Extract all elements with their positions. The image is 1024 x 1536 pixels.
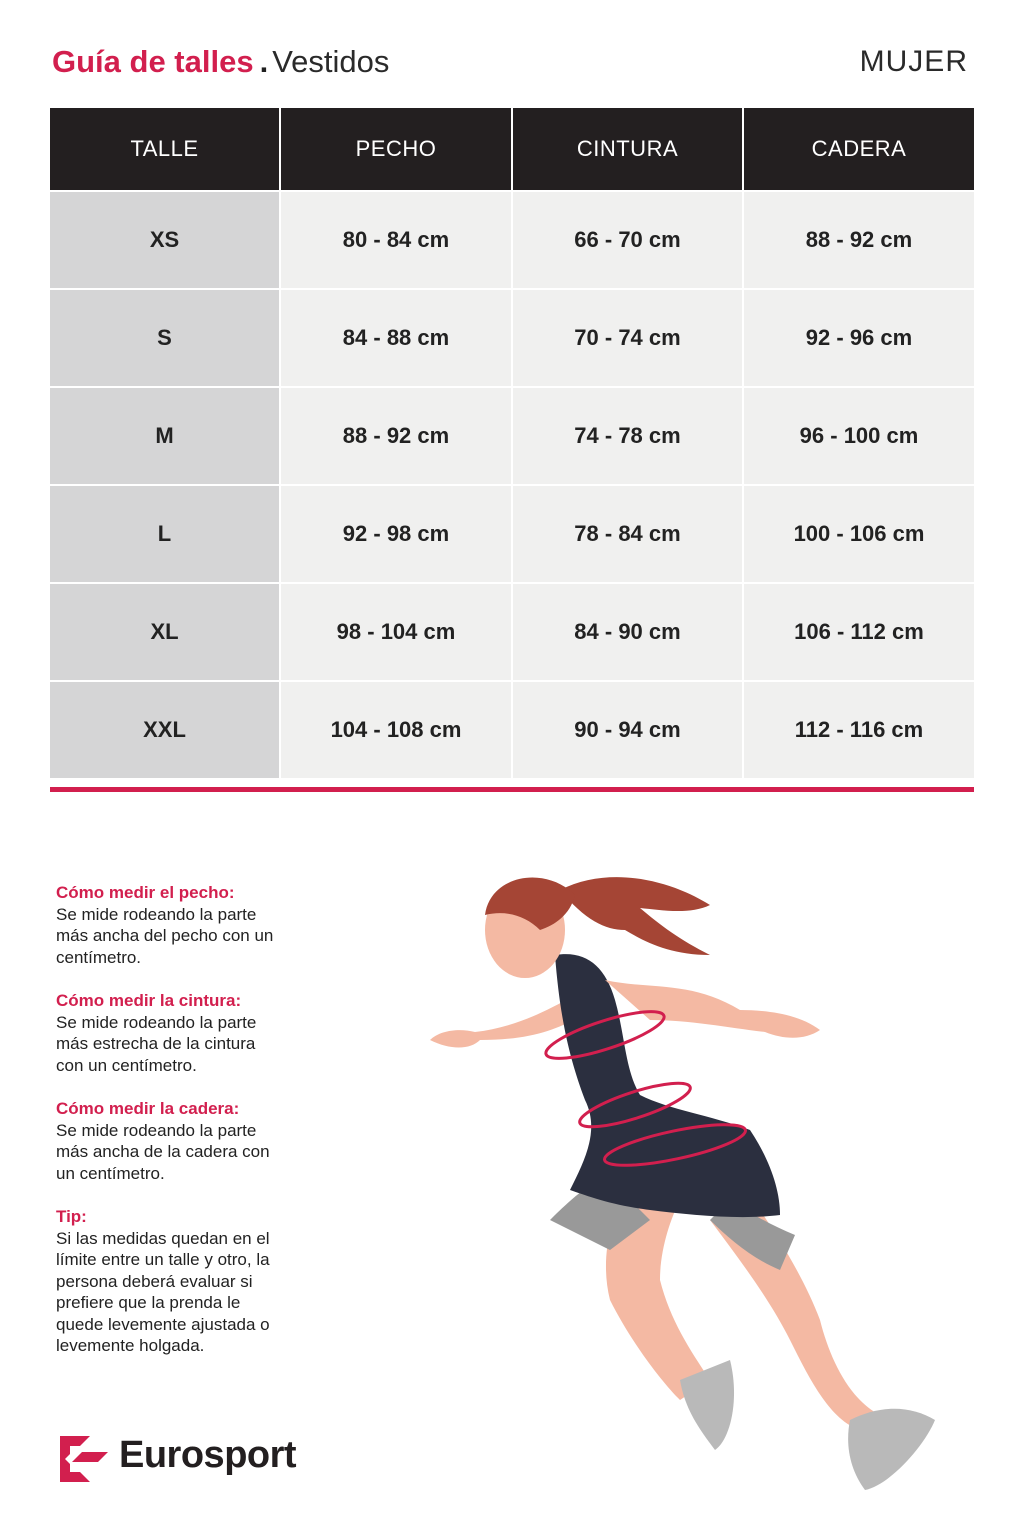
- tip-chest: [56, 882, 346, 968]
- table-cell: 78 - 84 cm: [511, 486, 742, 582]
- tip-heading: Cómo medir el pecho:: [56, 883, 235, 902]
- table-cell: 90 - 94 cm: [511, 682, 742, 778]
- table-row: [50, 484, 974, 582]
- page-header: [52, 40, 968, 90]
- table-cell: 96 - 100 cm: [742, 388, 974, 484]
- table-row: [50, 288, 974, 386]
- table-cell: 92 - 98 cm: [279, 486, 511, 582]
- size-cell: XL: [50, 584, 279, 680]
- table-cell: 84 - 88 cm: [279, 290, 511, 386]
- table-cell: 112 - 116 cm: [742, 682, 974, 778]
- table-cell: 74 - 78 cm: [511, 388, 742, 484]
- table-header-row: [50, 108, 974, 190]
- table-cell: 88 - 92 cm: [742, 192, 974, 288]
- size-cell: L: [50, 486, 279, 582]
- size-cell: S: [50, 290, 279, 386]
- table-cell: 70 - 74 cm: [511, 290, 742, 386]
- table-row: [50, 680, 974, 778]
- column-header: CINTURA: [511, 108, 742, 190]
- table-cell: 80 - 84 cm: [279, 192, 511, 288]
- tip-heading: Tip:: [56, 1207, 87, 1226]
- tip-hip: [56, 1098, 346, 1184]
- table-cell: 88 - 92 cm: [279, 388, 511, 484]
- table-bottom-rule: [50, 787, 974, 792]
- gender-label: MUJER: [859, 45, 968, 78]
- table-cell: 100 - 106 cm: [742, 486, 974, 582]
- table-row: [50, 386, 974, 484]
- tip-waist: [56, 990, 346, 1076]
- tip-heading: Cómo medir la cadera:: [56, 1099, 240, 1118]
- tip-body: Se mide rodeando la parte más ancha del pecho con un centímetro.: [56, 904, 274, 967]
- column-header: TALLE: [50, 108, 279, 190]
- column-header: CADERA: [742, 108, 974, 190]
- table-cell: 104 - 108 cm: [279, 682, 511, 778]
- table-cell: 92 - 96 cm: [742, 290, 974, 386]
- tip-body: Si las medidas quedan en el límite entre un talle y otro, la persona deberá evaluar si prefiere que la prenda le quede levemente ajustada o levemente holgada.: [56, 1228, 270, 1355]
- table-cell: 66 - 70 cm: [511, 192, 742, 288]
- page-title: [52, 40, 389, 84]
- table-cell: 98 - 104 cm: [279, 584, 511, 680]
- size-cell: M: [50, 388, 279, 484]
- table-row: [50, 192, 974, 288]
- running-woman-illustration: [410, 860, 950, 1500]
- table-body: [50, 192, 974, 778]
- size-cell: XXL: [50, 682, 279, 778]
- column-header: PECHO: [279, 108, 511, 190]
- tip-heading: Cómo medir la cintura:: [56, 991, 242, 1010]
- title-subtitle: Vestidos: [272, 44, 390, 79]
- table-cell: 84 - 90 cm: [511, 584, 742, 680]
- measuring-tips: [56, 882, 346, 1379]
- brand-name: Eurosport: [119, 1434, 297, 1476]
- tip-body: Se mide rodeando la parte más ancha de la cadera con un centímetro.: [56, 1120, 270, 1183]
- title-accent: Guía de talles: [52, 44, 254, 79]
- tip-body: Se mide rodeando la parte más estrecha de la cintura con un centímetro.: [56, 1012, 257, 1075]
- table-cell: 106 - 112 cm: [742, 584, 974, 680]
- title-separator: .: [259, 44, 269, 79]
- size-cell: XS: [50, 192, 279, 288]
- eurosport-logo-icon: [56, 1432, 112, 1486]
- table-row: [50, 582, 974, 680]
- size-table: [50, 108, 974, 778]
- tip-general: [56, 1206, 346, 1357]
